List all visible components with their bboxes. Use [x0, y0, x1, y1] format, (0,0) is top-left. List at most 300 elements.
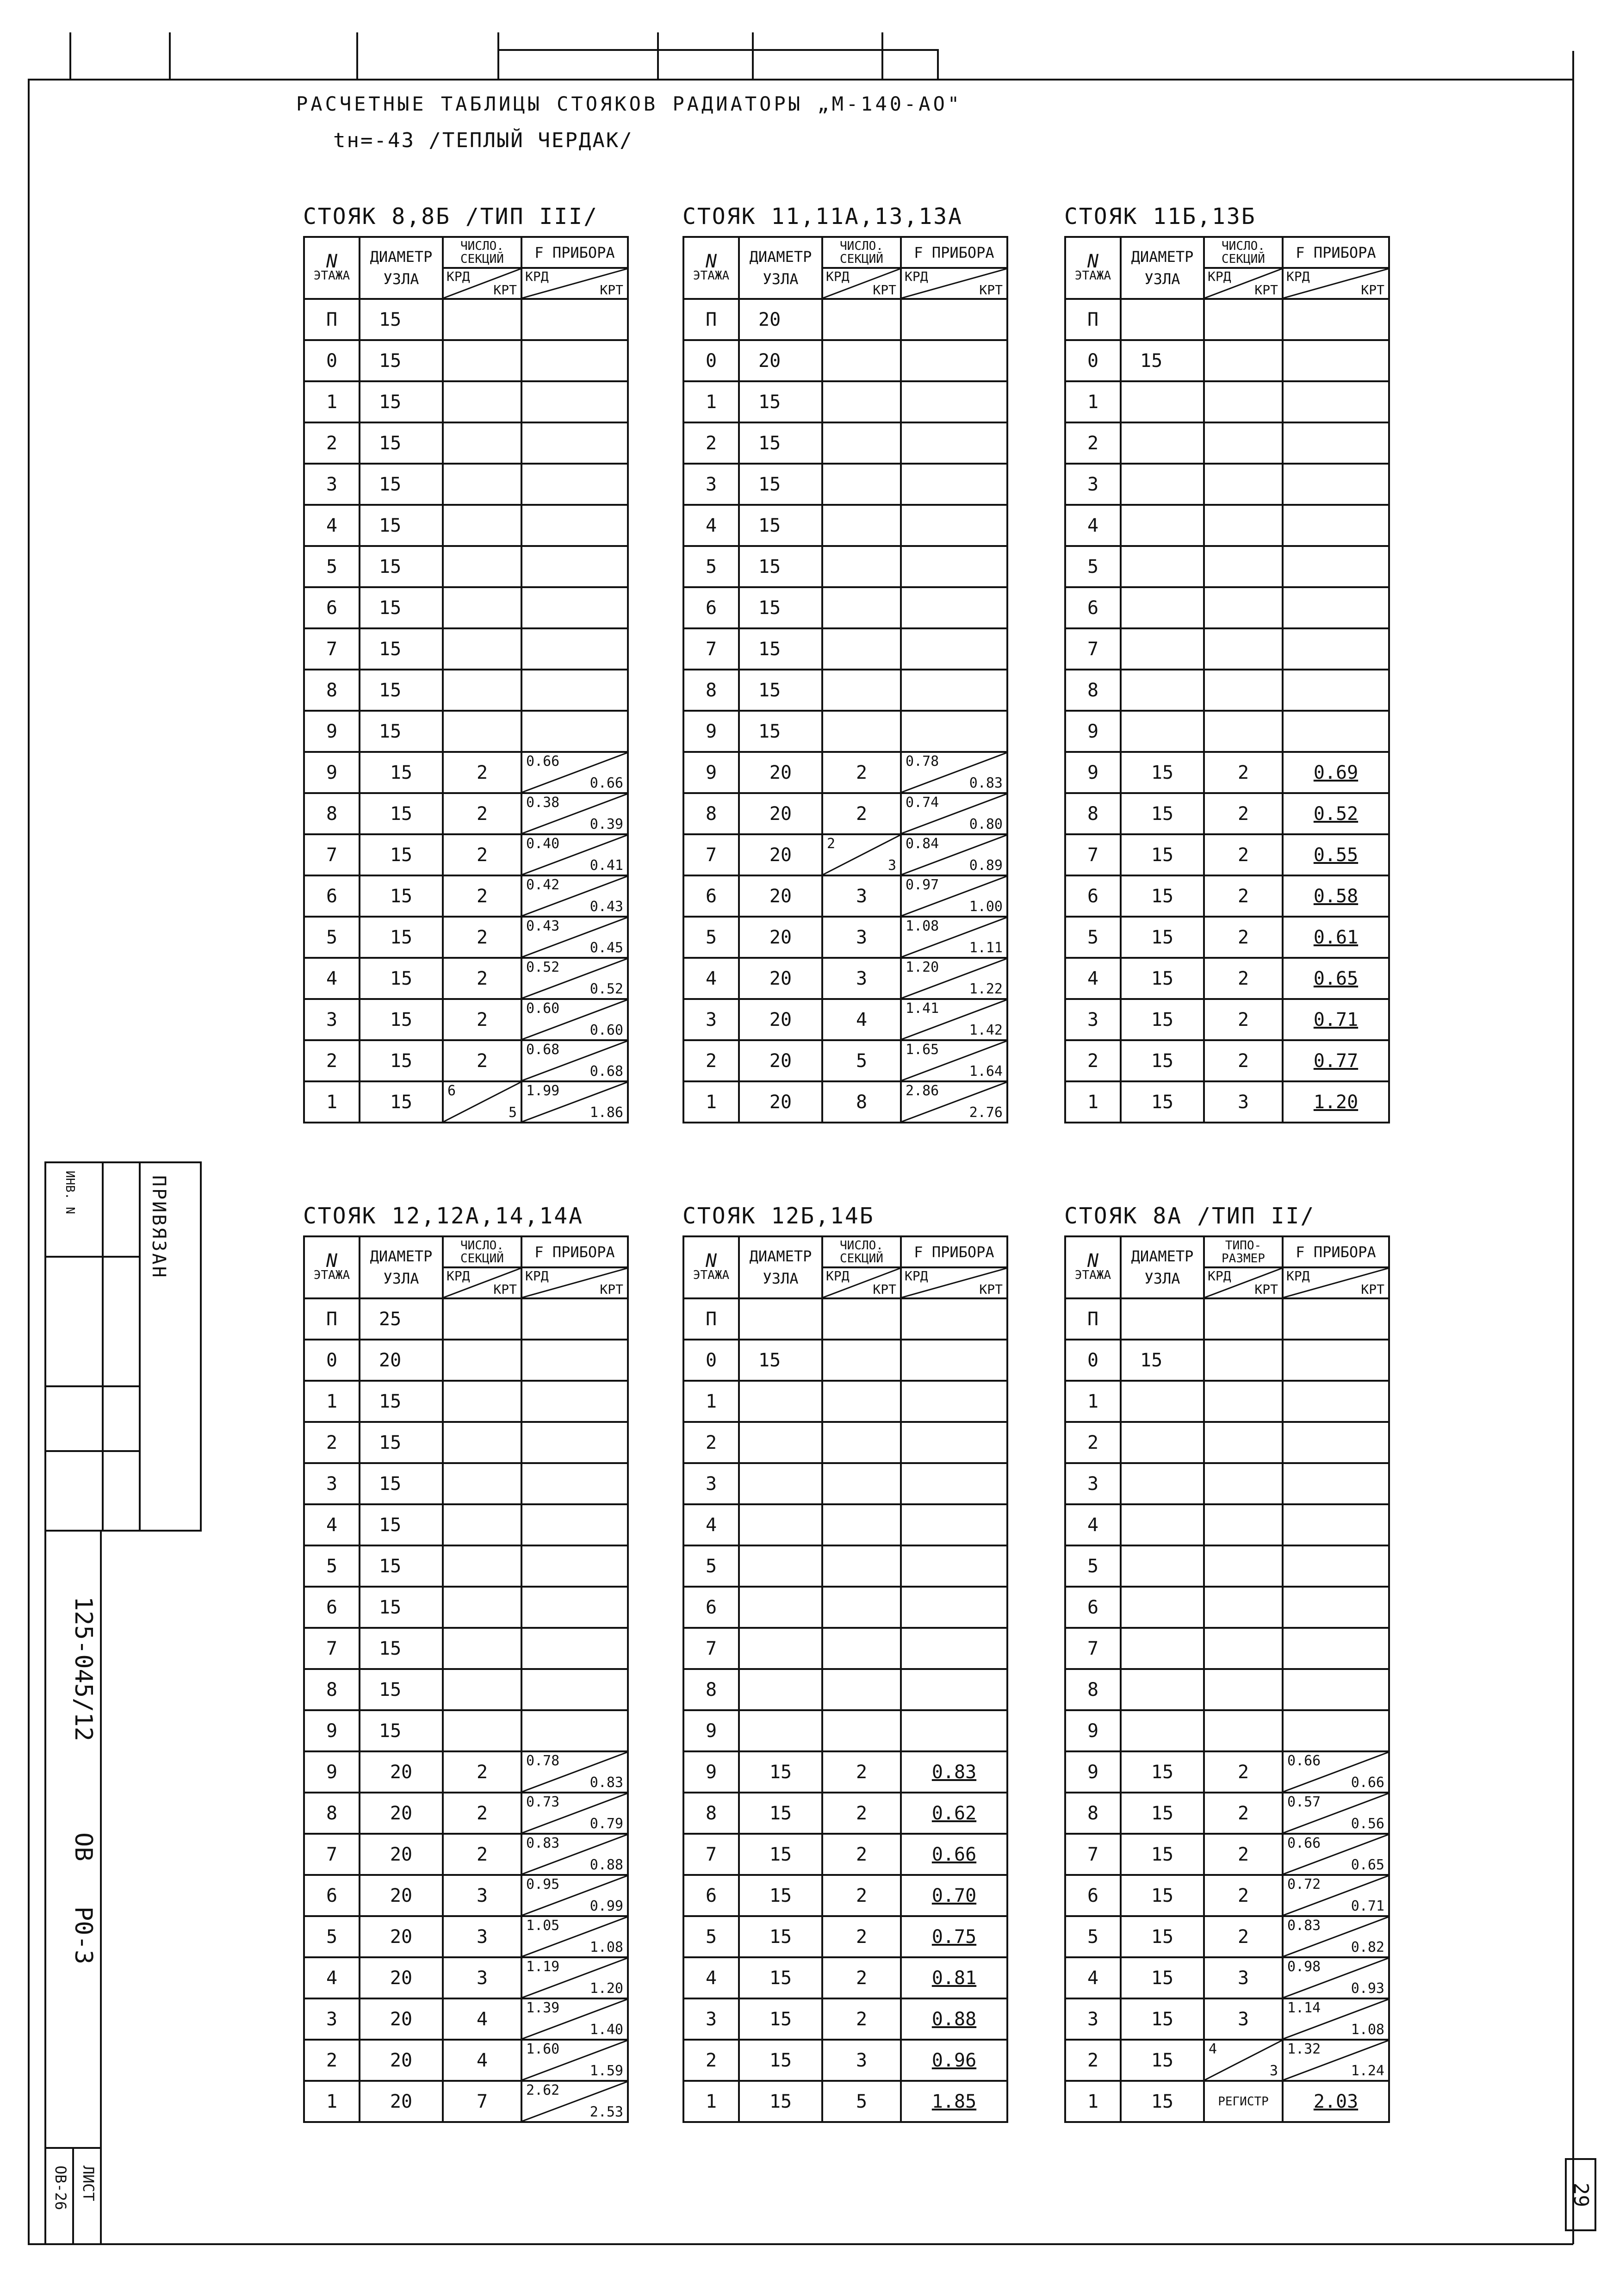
krt-value: КРТ	[979, 1282, 1003, 1297]
diameter-cell: 15	[360, 999, 443, 1040]
sections-cell	[822, 834, 901, 875]
floor-n-label: N	[705, 1250, 717, 1272]
floor-cell: 5	[304, 546, 360, 587]
krd-value: 2.86	[906, 1083, 939, 1099]
riser-title: СТОЯК 12Б,14Б	[682, 1203, 875, 1229]
sections-cell: 3	[443, 1957, 521, 1998]
krd-value: 0.72	[1287, 1876, 1321, 1893]
sections-cell	[822, 299, 901, 340]
krd-value: 1.19	[526, 1959, 560, 1975]
floor-cell: 6	[683, 1587, 739, 1628]
riser-table	[1064, 1235, 1390, 2123]
split-cell	[1284, 1917, 1388, 1956]
col-diameter-header	[360, 1236, 443, 1298]
device-cell	[521, 1916, 628, 1957]
table-row-lower	[304, 2081, 628, 2122]
sections-cell	[822, 422, 901, 464]
table-row-upper	[1065, 1587, 1389, 1628]
split-cell	[522, 1041, 627, 1080]
device-krd-krt	[1283, 1267, 1389, 1298]
krd-value: 0.98	[1287, 1959, 1321, 1975]
split-cell	[823, 269, 900, 298]
krt-value: 5	[508, 1105, 517, 1121]
split-cell	[902, 794, 1006, 833]
sections-cell	[443, 299, 521, 340]
floor-cell: 6	[1065, 1875, 1121, 1916]
device-cell	[1283, 1710, 1389, 1751]
device-cell	[901, 958, 1007, 999]
diameter-label: ДИАМЕТР	[370, 1247, 433, 1265]
sections-cell	[1204, 464, 1283, 505]
floor-cell: П	[1065, 1298, 1121, 1340]
diameter-cell: 15	[360, 793, 443, 834]
floor-cell: 9	[683, 711, 739, 752]
split-cell	[1205, 2041, 1282, 2080]
krt-value: КРТ	[600, 282, 623, 298]
sections-cell: 3	[822, 917, 901, 958]
diameter-label: ДИАМЕТР	[370, 248, 433, 266]
table-row-lower	[1065, 793, 1389, 834]
floor-cell: 5	[1065, 1916, 1121, 1957]
floor-cell: П	[683, 1298, 739, 1340]
krd-value: КРД	[1286, 1268, 1310, 1284]
krd-value: 1.65	[906, 1042, 939, 1058]
device-cell	[1283, 999, 1389, 1040]
table-row-lower	[683, 752, 1007, 793]
device-cell	[1283, 2040, 1389, 2081]
device-cell	[1283, 917, 1389, 958]
table-row-upper	[1065, 670, 1389, 711]
floor-cell: 3	[304, 999, 360, 1040]
split-cell	[902, 1000, 1006, 1039]
device-cell	[521, 1298, 628, 1340]
floor-cell: 4	[683, 505, 739, 546]
floor-cell: 4	[304, 1957, 360, 1998]
table-row-upper	[683, 464, 1007, 505]
diameter-cell: 20	[360, 1916, 443, 1957]
device-cell	[1283, 1587, 1389, 1628]
table-row-lower	[1065, 875, 1389, 917]
sections-krd-krt	[1204, 1267, 1283, 1298]
device-cell	[521, 1340, 628, 1381]
table-row-upper	[1065, 1545, 1389, 1587]
device-cell	[521, 1040, 628, 1081]
table-row-lower	[304, 1751, 628, 1793]
floor-cell: 4	[683, 1957, 739, 1998]
table-row-lower	[683, 958, 1007, 999]
diameter-cell: 15	[739, 670, 822, 711]
krt-value: 0.56	[1351, 1816, 1384, 1832]
diameter-cell: 20	[739, 752, 822, 793]
diameter-cell: 20	[739, 1081, 822, 1123]
device-value: 0.81	[931, 1967, 977, 1989]
table-row-upper	[304, 422, 628, 464]
sections-cell: 2	[443, 917, 521, 958]
table-row-upper	[304, 628, 628, 670]
device-cell	[1283, 1669, 1389, 1710]
diameter-cell: 15	[739, 587, 822, 628]
device-value: 1.20	[1313, 1091, 1359, 1113]
krt-value: 1.24	[1351, 2063, 1384, 2079]
floor-label: ЭТАЖА	[693, 1268, 730, 1282]
krd-value: 0.74	[906, 794, 939, 811]
device-cell	[1283, 1793, 1389, 1834]
sections-cell	[1204, 1463, 1283, 1504]
sections-cell	[443, 1628, 521, 1669]
krt-value: 0.93	[1351, 1980, 1384, 1997]
sections-cell: 3	[822, 958, 901, 999]
table-row-upper	[304, 670, 628, 711]
device-cell	[521, 1422, 628, 1463]
sections-cell	[1204, 587, 1283, 628]
floor-cell: 6	[304, 1587, 360, 1628]
floor-cell: 9	[1065, 752, 1121, 793]
floor-cell: 7	[683, 1834, 739, 1875]
device-cell	[901, 1545, 1007, 1587]
diameter-cell: 15	[360, 546, 443, 587]
diameter-cell: 25	[360, 1298, 443, 1340]
floor-cell: 9	[304, 752, 360, 793]
sections-cell: 5	[822, 2081, 901, 2122]
krt-value: 1.11	[969, 940, 1003, 956]
table-row-lower	[1065, 2081, 1389, 2122]
device-cell	[521, 1834, 628, 1875]
krd-value: КРД	[826, 1268, 850, 1284]
floor-cell: 8	[683, 1793, 739, 1834]
device-krd-krt	[1283, 268, 1389, 299]
diameter-cell	[739, 1587, 822, 1628]
sections-cell: 3	[443, 1916, 521, 1957]
sections-cell	[443, 546, 521, 587]
floor-cell: 9	[1065, 1710, 1121, 1751]
device-cell	[521, 1751, 628, 1793]
floor-label: ЭТАЖА	[313, 269, 350, 283]
table-row-lower	[304, 752, 628, 793]
krt-value: 1.40	[589, 2022, 623, 2038]
table-row-upper	[683, 1340, 1007, 1381]
device-cell	[521, 546, 628, 587]
table-row-upper	[1065, 1298, 1389, 1340]
floor-cell: 3	[683, 999, 739, 1040]
device-cell	[901, 546, 1007, 587]
table-row-lower	[304, 1040, 628, 1081]
device-value: 0.75	[931, 1926, 977, 1948]
device-cell	[1283, 1998, 1389, 2040]
device-cell	[901, 2040, 1007, 2081]
device-cell	[901, 999, 1007, 1040]
diameter-cell	[1121, 1422, 1204, 1463]
split-cell	[902, 1082, 1006, 1122]
floor-cell: 1	[1065, 1381, 1121, 1422]
krt-value: 2.76	[969, 1105, 1003, 1121]
sections-cell	[443, 1545, 521, 1587]
table-row-lower	[683, 1998, 1007, 2040]
diameter-cell	[1121, 505, 1204, 546]
top-box	[497, 49, 937, 51]
krt-value: 0.66	[1351, 1775, 1384, 1791]
device-cell	[901, 422, 1007, 464]
floor-cell: 3	[304, 1463, 360, 1504]
floor-cell: 1	[304, 1381, 360, 1422]
sections-cell: 2	[822, 1751, 901, 1793]
krd-value: КРД	[905, 1268, 928, 1284]
sections-cell: 2	[822, 1957, 901, 1998]
floor-cell: 2	[304, 2040, 360, 2081]
sections-cell	[1204, 1381, 1283, 1422]
device-value: 1.85	[931, 2091, 977, 2112]
floor-cell: 5	[304, 1545, 360, 1587]
diameter-cell	[1121, 464, 1204, 505]
col-floor-header	[1065, 1236, 1121, 1298]
binding-stamp	[44, 1161, 202, 1532]
floor-cell: 7	[304, 1834, 360, 1875]
device-cell	[521, 1998, 628, 2040]
split-cell	[522, 835, 627, 875]
diameter-cell: 15	[739, 381, 822, 422]
table-row-upper	[683, 1381, 1007, 1422]
floor-cell: 7	[683, 834, 739, 875]
table-row-upper	[683, 1298, 1007, 1340]
split-cell	[902, 1041, 1006, 1080]
header-row	[1065, 1236, 1389, 1267]
diameter-cell: 15	[360, 917, 443, 958]
floor-cell: 4	[1065, 958, 1121, 999]
diameter-cell: 15	[360, 422, 443, 464]
krt-value: 0.68	[589, 1063, 623, 1080]
sections-cell	[443, 1710, 521, 1751]
table-row-lower	[304, 1793, 628, 1834]
floor-cell: 3	[683, 464, 739, 505]
krt-value: КРТ	[1254, 1282, 1278, 1297]
device-cell	[521, 793, 628, 834]
table-row-lower	[683, 1081, 1007, 1123]
device-value: 0.62	[931, 1802, 977, 1824]
sections-cell	[1204, 2040, 1283, 2081]
sections-cell: 4	[443, 1998, 521, 2040]
table-row-upper	[1065, 1504, 1389, 1545]
floor-cell: 4	[683, 958, 739, 999]
device-cell	[901, 1710, 1007, 1751]
device-value: 0.52	[1313, 803, 1359, 825]
diameter-cell: 15	[1121, 917, 1204, 958]
diameter-cell: 15	[1121, 1834, 1204, 1875]
krt-value: 0.88	[589, 1857, 623, 1873]
table-row-lower	[683, 2081, 1007, 2122]
sections-krd-krt	[822, 268, 901, 299]
sections-cell: 2	[822, 1793, 901, 1834]
stamp-grid	[44, 1161, 202, 1532]
table-row-lower	[304, 917, 628, 958]
diameter-cell	[1121, 587, 1204, 628]
diameter-cell: 15	[1121, 793, 1204, 834]
device-cell	[1283, 1628, 1389, 1669]
sections-cell: 2	[443, 875, 521, 917]
floor-cell: 5	[683, 1545, 739, 1587]
krd-value: 1.60	[526, 2041, 560, 2057]
table-row-lower	[683, 834, 1007, 875]
floor-cell: 8	[1065, 1793, 1121, 1834]
diameter-cell: 15	[1121, 2081, 1204, 2122]
krt-value: 0.41	[589, 857, 623, 874]
diameter-cell: 15	[360, 381, 443, 422]
diameter-cell: 20	[360, 1957, 443, 1998]
sections-cell	[1204, 1422, 1283, 1463]
krt-value: КРТ	[1254, 282, 1278, 298]
device-cell	[521, 505, 628, 546]
col-sections-header	[1204, 237, 1283, 268]
sections-cell	[1204, 422, 1283, 464]
floor-cell: П	[1065, 299, 1121, 340]
sections-cell: 3	[822, 875, 901, 917]
diameter-cell: 15	[360, 1381, 443, 1422]
table-row-upper	[304, 299, 628, 340]
sections-cell	[1204, 711, 1283, 752]
diameter-cell: 20	[739, 958, 822, 999]
table-row-upper	[1065, 1710, 1389, 1751]
table-row-upper	[304, 587, 628, 628]
diameter-cell: 15	[739, 505, 822, 546]
device-cell	[521, 1381, 628, 1422]
sections-cell	[443, 1340, 521, 1381]
diameter-cell: 15	[360, 1587, 443, 1628]
split-cell	[522, 1752, 627, 1792]
floor-cell: 0	[683, 1340, 739, 1381]
table-row-upper	[683, 299, 1007, 340]
floor-cell: 7	[304, 1628, 360, 1669]
device-cell	[521, 381, 628, 422]
floor-cell: 1	[1065, 381, 1121, 422]
krt-value: 0.83	[969, 775, 1003, 791]
floor-cell: 7	[683, 628, 739, 670]
split-cell	[522, 794, 627, 833]
split-cell	[1205, 269, 1282, 298]
table-row-upper	[683, 1504, 1007, 1545]
floor-cell: 1	[1065, 2081, 1121, 2122]
floor-cell: 1	[683, 1381, 739, 1422]
diameter-cell: 15	[1121, 999, 1204, 1040]
sections-cell: 2	[1204, 834, 1283, 875]
device-cell	[901, 1381, 1007, 1422]
table-row-upper	[683, 1710, 1007, 1751]
device-value: 0.71	[1313, 1009, 1359, 1030]
sections-cell	[1204, 1298, 1283, 1340]
table-row-upper	[1065, 1422, 1389, 1463]
device-cell	[521, 1957, 628, 1998]
table-row-lower	[683, 1040, 1007, 1081]
split-cell	[522, 1999, 627, 2039]
table-row-lower	[1065, 1875, 1389, 1916]
krt-value: КРТ	[600, 1282, 623, 1297]
table-row-lower	[1065, 999, 1389, 1040]
krd-value: 0.40	[526, 836, 560, 852]
table-row-lower	[683, 1751, 1007, 1793]
diameter-cell	[739, 1545, 822, 1587]
floor-cell: 8	[1065, 670, 1121, 711]
floor-cell: 6	[683, 1875, 739, 1916]
sections-cell: 2	[1204, 1751, 1283, 1793]
riser-title: СТОЯК 11,11А,13,13А	[682, 204, 963, 230]
table-row-lower	[304, 1875, 628, 1916]
krt-value: 1.86	[589, 1105, 623, 1121]
diameter-cell	[1121, 711, 1204, 752]
floor-cell: 1	[683, 381, 739, 422]
top-tick-8	[937, 49, 939, 81]
device-cell	[521, 628, 628, 670]
diameter-cell: 15	[1121, 1998, 1204, 2040]
col-device-header	[901, 237, 1007, 268]
device-cell	[901, 1298, 1007, 1340]
krd-value: 6	[447, 1083, 456, 1099]
sections-cell: 4	[822, 999, 901, 1040]
diameter-cell	[1121, 1669, 1204, 1710]
table-row-upper	[683, 1463, 1007, 1504]
diameter-cell: 15	[739, 2081, 822, 2122]
diameter-cell: 15	[360, 958, 443, 999]
table-row-lower	[1065, 958, 1389, 999]
table-row-lower	[683, 1793, 1007, 1834]
diameter-cell: 20	[739, 999, 822, 1040]
col-device-header	[1283, 237, 1389, 268]
col-device-header	[521, 237, 628, 268]
sections-cell	[1204, 299, 1283, 340]
diameter-label: ДИАМЕТР	[749, 1247, 812, 1265]
table-row-upper	[304, 1463, 628, 1504]
floor-cell: 6	[304, 875, 360, 917]
diameter-cell: 20	[739, 793, 822, 834]
device-cell	[901, 917, 1007, 958]
krt-value: 1.22	[969, 981, 1003, 997]
sections-cell	[1204, 1545, 1283, 1587]
floor-cell: 2	[1065, 2040, 1121, 2081]
table-row-upper	[304, 1298, 628, 1340]
floor-cell: 5	[683, 917, 739, 958]
device-cell	[1283, 1834, 1389, 1875]
sections-cell: 3	[1204, 1998, 1283, 2040]
table-row-upper	[304, 1669, 628, 1710]
table-row-lower	[683, 793, 1007, 834]
diameter-cell: 20	[360, 1793, 443, 1834]
device-cell	[521, 1628, 628, 1669]
table-row-upper	[1065, 628, 1389, 670]
diameter-cell: 15	[360, 464, 443, 505]
split-cell	[522, 1876, 627, 1915]
diameter-cell: 15	[1121, 1340, 1204, 1381]
floor-cell: 9	[683, 1751, 739, 1793]
floor-cell: 3	[304, 1998, 360, 2040]
sections-cell: 2	[822, 1916, 901, 1957]
sections-cell: 2	[1204, 1834, 1283, 1875]
device-cell	[1283, 299, 1389, 340]
table-row-upper	[304, 546, 628, 587]
device-cell	[901, 1998, 1007, 2040]
floor-cell: 7	[1065, 834, 1121, 875]
floor-cell: 5	[683, 1916, 739, 1957]
device-label: F ПРИБОРА	[914, 1243, 994, 1261]
sections-label: ТИПО- РАЗМЕР	[1222, 1238, 1265, 1266]
device-cell	[521, 340, 628, 381]
krd-value: КРД	[525, 269, 549, 284]
krt-value: 1.20	[589, 1980, 623, 1997]
floor-cell: 1	[683, 1081, 739, 1123]
device-value: 0.70	[931, 1885, 977, 1906]
krd-value: 0.42	[526, 877, 560, 893]
floor-cell: 5	[304, 1916, 360, 1957]
krt-value: 0.99	[589, 1898, 623, 1914]
sections-label: ЧИСЛО. СЕКЦИЙ	[460, 1238, 504, 1266]
diameter-label: ДИАМЕТР	[1131, 1247, 1194, 1265]
table-row-upper	[1065, 340, 1389, 381]
col-floor-header	[304, 237, 360, 299]
